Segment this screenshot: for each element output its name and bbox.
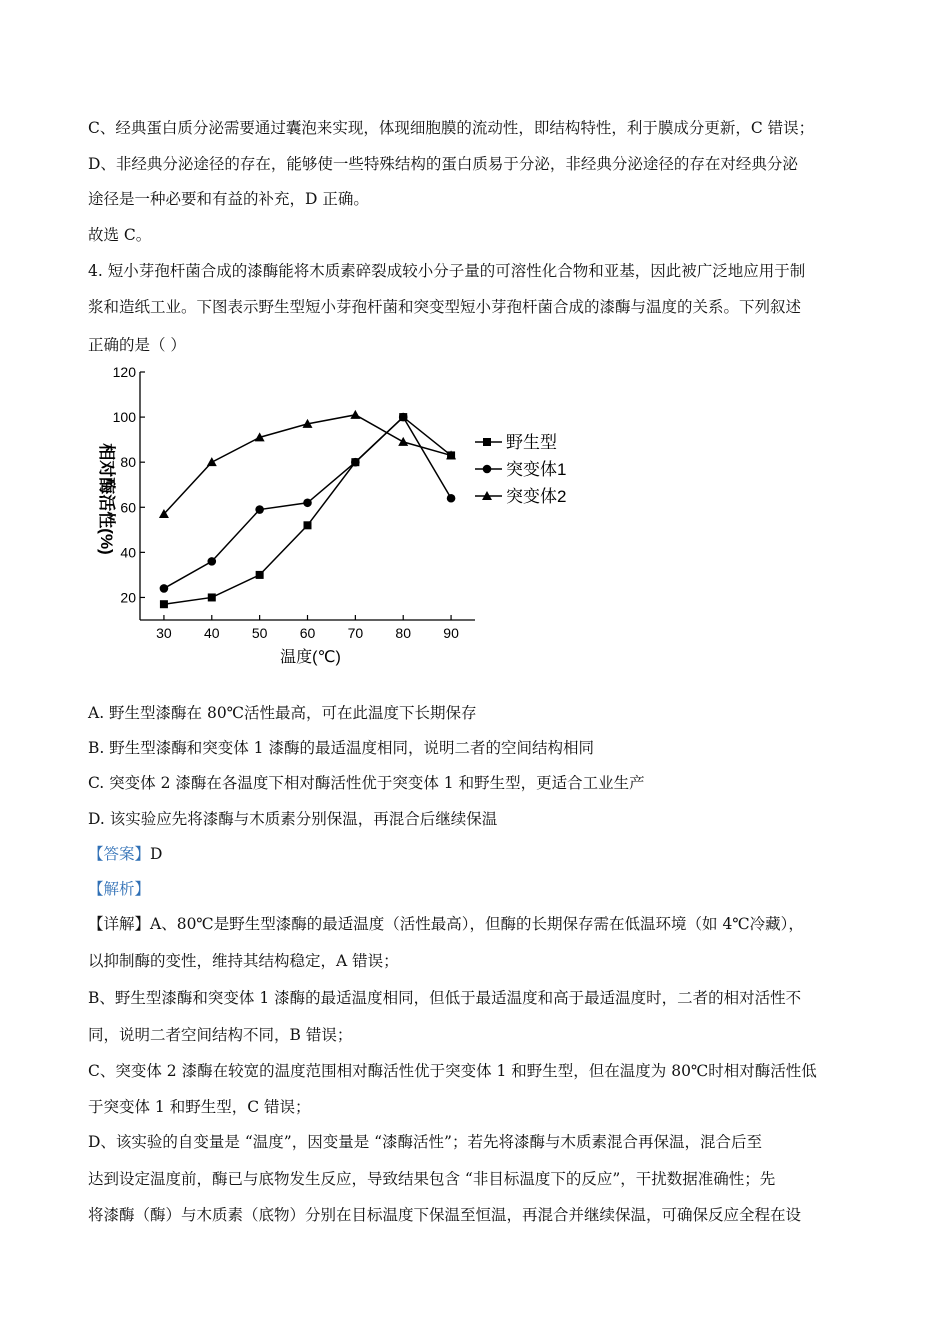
option-c: C. 突变体 2 漆酶在各温度下相对酶活性优于突变体 1 和野生型，更适合工业生产 [88, 774, 645, 792]
x-tick-label: 50 [251, 625, 268, 641]
y-tick-label: 80 [120, 454, 136, 471]
enzyme-activity-chart [80, 362, 600, 672]
data-point-series-2 [399, 413, 408, 422]
analysis-line-1 [88, 914, 804, 934]
analysis-line-7: D、该实验的自变量是 “温度”，因变量是 “漆酶活性”；若先将漆酶与木质素混合再保温，混合后至 [88, 1133, 762, 1151]
option-a: A. 野生型漆酶在 80℃活性最高，可在此温度下长期保存 [88, 704, 477, 722]
data-point-series-3 [398, 437, 408, 446]
intro-line-2: D、非经典分泌途径的存在，能够使一些特殊结构的蛋白质易于分泌，非经典分泌途径的存在对经典分泌 [88, 155, 798, 173]
intro-line-3: 途径是一种必要和有益的补充，D 正确。 [88, 190, 369, 208]
legend-label-3: 突变体2 [506, 487, 567, 506]
analysis-label: 【解析】 [88, 880, 151, 898]
data-point-series-2 [207, 557, 216, 566]
legend-marker-1 [483, 438, 491, 446]
analysis-text-1: A、80℃是野生型漆酶的最适温度（活性最高），但酶的长期保存需在低温环境（如 4℃冷藏）， [150, 915, 804, 933]
x-tick-label: 30 [156, 625, 172, 641]
x-tick-label: 40 [203, 625, 220, 641]
answer-value: D [150, 845, 163, 863]
x-axis-label: 温度(℃) [280, 649, 341, 666]
y-tick-label: 20 [120, 589, 136, 606]
x-tick-label: 70 [347, 625, 364, 641]
data-point-series-2 [160, 584, 169, 593]
y-tick-label: 120 [112, 364, 136, 380]
analysis-line-6: 于突变体 1 和野生型，C 错误； [88, 1098, 311, 1116]
legend-label-2: 突变体1 [506, 460, 567, 479]
data-point-series-3 [350, 410, 360, 419]
question-line-2: 浆和造纸工业。下图表示野生型短小芽孢杆菌和突变型短小芽孢杆菌合成的漆酶与温度的关系。下列叙述 [88, 298, 802, 316]
data-point-series-1 [208, 593, 216, 601]
analysis-line-4: 同，说明二者空间结构不同，B 错误； [88, 1026, 353, 1044]
question-line-3: 正确的是（ ） [88, 336, 186, 354]
data-point-series-1 [160, 600, 168, 608]
data-point-series-2 [351, 458, 360, 467]
y-tick-label: 40 [120, 544, 136, 561]
y-axis-label: 相对酶活性(%) [97, 443, 116, 555]
analysis-line-9: 将漆酶（酶）与木质素（底物）分别在目标温度下保温至恒温，再混合并继续保温，可确保反应全程在设 [88, 1206, 802, 1224]
x-tick-label: 80 [395, 625, 412, 641]
data-point-series-2 [255, 505, 264, 514]
legend-label-1: 野生型 [506, 433, 557, 452]
analysis-line-8: 达到设定温度前，酶已与底物发生反应，导致结果包含 “非目标温度下的反应”，干扰数据准确性；先 [88, 1170, 776, 1188]
analysis-line-3: B、野生型漆酶和突变体 1 漆酶的最适温度相同，但低于最适温度和高于最适温度时，二者的相对活性不 [88, 989, 802, 1007]
analysis-line-5: C、突变体 2 漆酶在较宽的温度范围相对酶活性优于突变体 1 和野生型，但在温度为 80℃时相对酶活性低 [88, 1062, 817, 1080]
intro-line-4: 故选 C。 [88, 226, 152, 244]
answer-line [88, 844, 162, 864]
y-tick-label: 60 [120, 499, 136, 516]
data-point-series-2 [447, 494, 456, 503]
x-tick-label: 60 [299, 625, 316, 641]
option-d: D. 该实验应先将漆酶与木质素分别保温，再混合后继续保温 [88, 810, 498, 828]
data-point-series-1 [256, 571, 264, 579]
x-tick-label: 90 [443, 625, 459, 641]
data-point-series-1 [304, 521, 312, 529]
y-tick-label: 100 [112, 409, 136, 426]
data-point-series-2 [303, 498, 312, 507]
intro-line-1: C、经典蛋白质分泌需要通过囊泡来实现，体现细胞膜的流动性，即结构特性，利于膜成分更新，C 错误； [88, 119, 815, 137]
legend-marker-2 [483, 465, 492, 474]
analysis-line-2: 以抑制酶的变性，维持其结构稳定，A 错误； [88, 952, 399, 970]
data-point-series-3 [207, 457, 217, 466]
option-b: B. 野生型漆酶和突变体 1 漆酶的最适温度相同，说明二者的空间结构相同 [88, 739, 594, 757]
detail-label: 【详解】 [88, 915, 151, 933]
question-line-1: 4. 短小芽孢杆菌合成的漆酶能将木质素碎裂成较小分子量的可溶性化合物和亚基，因此被广泛地应用于制 [88, 262, 806, 280]
series-line-1 [164, 417, 451, 604]
answer-label: 【答案】 [88, 845, 151, 863]
